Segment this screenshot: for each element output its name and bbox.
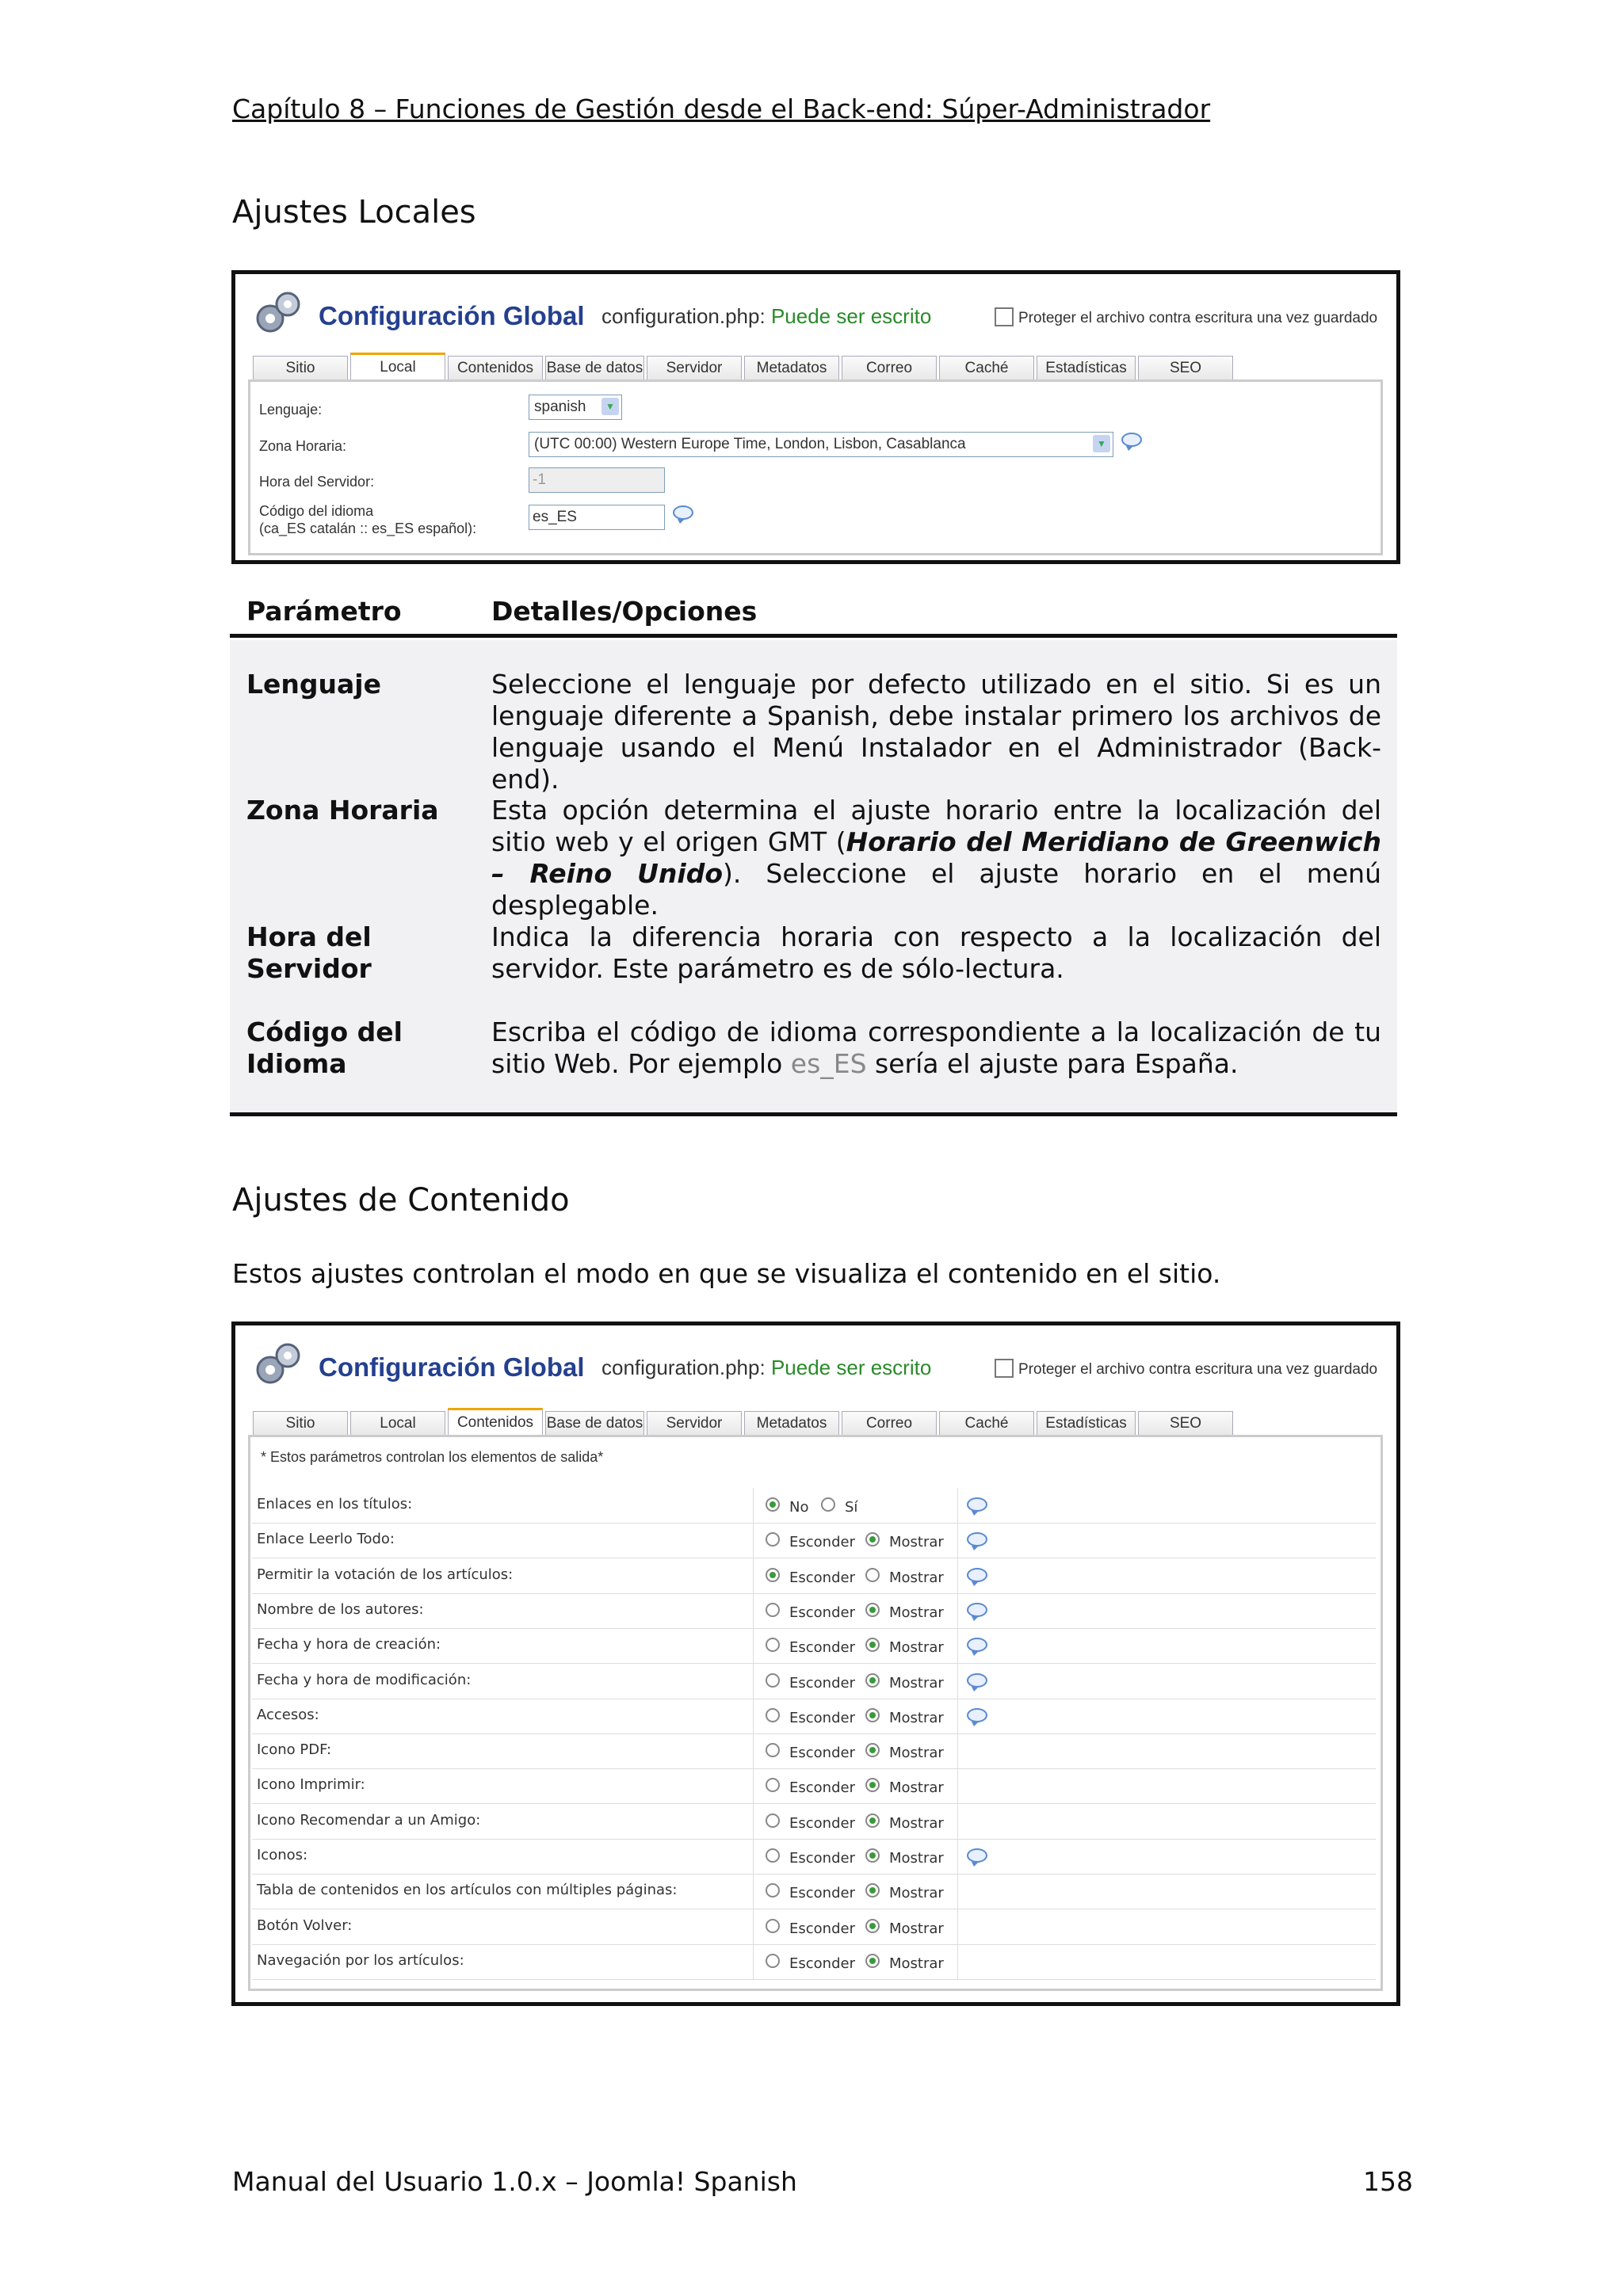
chevron-down-icon: ▼: [601, 398, 619, 415]
radio-option-2[interactable]: [865, 1778, 880, 1792]
tab-cache[interactable]: Caché: [939, 356, 1034, 379]
radio-option-2-label: Mostrar: [889, 1709, 944, 1726]
column-divider: [957, 1733, 958, 1768]
column-divider: [957, 1699, 958, 1733]
footer-title: Manual del Usuario 1.0.x – Joomla! Spanish: [232, 2166, 797, 2197]
setting-label: Icono Recomendar a un Amigo:: [257, 1811, 481, 1829]
radio-option-2[interactable]: [865, 1638, 880, 1652]
tab-local[interactable]: Local: [350, 353, 445, 379]
column-divider: [753, 1909, 754, 1944]
section-title-contenido: Ajustes de Contenido: [232, 1182, 570, 1219]
radio-option-2[interactable]: [865, 1568, 880, 1582]
radio-option-1-label: Esconder: [789, 1885, 855, 1902]
setting-row: [252, 1874, 1376, 1909]
tab-cache[interactable]: Caché: [939, 1411, 1034, 1435]
radio-option-2[interactable]: [865, 1954, 880, 1968]
column-divider: [753, 1593, 754, 1628]
column-divider: [753, 1488, 754, 1523]
setting-label: Enlace Leerlo Todo:: [257, 1531, 395, 1548]
radio-option-1-label: Esconder: [789, 1814, 855, 1832]
radio-option-2-label: Sí: [845, 1499, 858, 1516]
setting-label: Navegación por los artículos:: [257, 1951, 464, 1969]
column-divider: [957, 1558, 958, 1593]
tab-sitio[interactable]: Sitio: [253, 1411, 348, 1435]
setting-label: Iconos:: [257, 1847, 308, 1863]
desc-zona: Esta opción determina el ajuste horario entre la localización del sitio web y el origen GMT (Horario del Meridiano de Greenwich – Reino Unido). Seleccione el ajuste horario en el menú desplegable.: [491, 795, 1381, 921]
param-codigo: Código del Idioma: [246, 1016, 403, 1079]
setting-row: [252, 1839, 1376, 1875]
setting-row: [252, 1558, 1376, 1594]
param-hora: Hora del Servidor: [246, 921, 372, 984]
config-status: Puede ser escrito: [770, 1356, 932, 1379]
config-title: Configuración Global: [319, 301, 585, 330]
radio-option-1-label: Esconder: [789, 1850, 855, 1867]
column-divider: [957, 1874, 958, 1909]
column-divider: [753, 1664, 754, 1699]
radio-option-2-label: Mostrar: [889, 1955, 944, 1972]
setting-label: Icono PDF:: [257, 1741, 332, 1759]
setting-row: [252, 1804, 1376, 1840]
param-zona: Zona Horaria: [246, 795, 439, 826]
lenguaje-value: spanish: [534, 399, 586, 415]
setting-row: [252, 1733, 1376, 1769]
setting-label: Nombre de los autores:: [257, 1600, 424, 1618]
column-divider: [957, 1768, 958, 1803]
radio-option-2[interactable]: [865, 1919, 880, 1933]
column-divider: [753, 1558, 754, 1593]
radio-option-2[interactable]: [865, 1848, 880, 1863]
hora-label: Hora del Servidor:: [259, 474, 375, 490]
gear-icon: [251, 1337, 305, 1390]
setting-label: Fecha y hora de modificación:: [257, 1671, 472, 1688]
tab-base-datos[interactable]: Base de datos: [545, 1411, 644, 1435]
tooltip-icon[interactable]: [967, 1638, 987, 1652]
col-parametro: Parámetro: [246, 596, 402, 627]
tab-sitio[interactable]: Sitio: [253, 356, 348, 379]
radio-option-2-label: Mostrar: [889, 1814, 944, 1832]
radio-option-1-label: Esconder: [789, 1604, 855, 1621]
radio-option-2-label: Mostrar: [889, 1850, 944, 1867]
tab-correo[interactable]: Correo: [842, 1411, 937, 1435]
tab-metadatos[interactable]: Metadatos: [744, 1411, 839, 1435]
radio-option-1[interactable]: [766, 1603, 780, 1617]
radio-option-2[interactable]: [865, 1532, 880, 1547]
radio-option-1[interactable]: [766, 1673, 780, 1688]
table-bottom-rule: [230, 1112, 1397, 1116]
radio-option-2[interactable]: [865, 1883, 880, 1897]
setting-label: Tabla de contenidos en los artículos con múltiples páginas:: [257, 1882, 678, 1899]
codigo-label-2: (ca_ES catalán :: es_ES español):: [259, 521, 477, 536]
radio-option-1[interactable]: [766, 1532, 780, 1547]
column-divider: [753, 1768, 754, 1803]
setting-row: [252, 1488, 1376, 1524]
radio-option-2-label: Mostrar: [889, 1920, 944, 1937]
tooltip-icon[interactable]: [967, 1603, 987, 1617]
protect-label: Proteger el archivo contra escritura una vez guardado: [1018, 1361, 1378, 1378]
hora-field: -1: [529, 467, 665, 493]
column-divider: [753, 1944, 754, 1979]
setting-label: Fecha y hora de creación:: [257, 1636, 441, 1653]
column-divider: [957, 1839, 958, 1874]
radio-option-1-label: Esconder: [789, 1674, 855, 1691]
tab-base-datos[interactable]: Base de datos: [545, 356, 644, 379]
radio-option-2-label: Mostrar: [889, 1534, 944, 1551]
tab-contenidos[interactable]: Contenidos: [448, 1408, 543, 1435]
radio-option-1[interactable]: [766, 1743, 780, 1757]
radio-option-2-label: Mostrar: [889, 1569, 944, 1586]
radio-option-2-label: Mostrar: [889, 1604, 944, 1621]
config-status: Puede ser escrito: [770, 304, 932, 328]
lenguaje-label: Lenguaje:: [259, 402, 323, 418]
setting-row: [252, 1523, 1376, 1558]
tooltip-icon[interactable]: [967, 1848, 987, 1863]
tab-contenidos[interactable]: Contenidos: [448, 356, 543, 379]
setting-row: [252, 1768, 1376, 1804]
radio-option-1-label: Esconder: [789, 1920, 855, 1937]
setting-row: [252, 1944, 1376, 1980]
column-divider: [753, 1804, 754, 1839]
column-divider: [957, 1628, 958, 1663]
config-title: Configuración Global: [319, 1352, 585, 1382]
tab-servidor[interactable]: Servidor: [647, 1411, 742, 1435]
radio-option-1[interactable]: [766, 1954, 780, 1968]
lenguaje-select[interactable]: [529, 395, 622, 420]
setting-label: Botón Volver:: [257, 1917, 353, 1934]
radio-option-1[interactable]: [766, 1883, 780, 1897]
protect-checkbox[interactable]: [995, 1359, 1014, 1378]
radio-option-1[interactable]: [766, 1568, 780, 1582]
column-divider: [957, 1523, 958, 1558]
radio-option-1-label: Esconder: [789, 1534, 855, 1551]
radio-option-2-label: Mostrar: [889, 1779, 944, 1797]
desc-lenguaje: Seleccione el lenguaje por defecto utilizado en el sitio. Si es un lenguaje diferente a Spanish, debe instalar primero los archivos de lenguaje usando el Menú Instalador en el Administrador (Back-end).: [491, 669, 1381, 795]
radio-option-2[interactable]: [865, 1708, 880, 1722]
tooltip-icon[interactable]: [673, 505, 693, 520]
protect-label: Proteger el archivo contra escritura una vez guardado: [1018, 310, 1378, 326]
tab-seo[interactable]: SEO: [1138, 1411, 1233, 1435]
codigo-label-1: Código del idioma: [259, 503, 374, 519]
setting-label: Permitir la votación de los artículos:: [257, 1566, 514, 1583]
column-divider: [957, 1909, 958, 1944]
radio-option-1-label: No: [789, 1499, 809, 1516]
config-file: configuration.php: Puede ser escrito: [601, 304, 932, 328]
setting-label: Enlaces en los títulos:: [257, 1496, 413, 1512]
tooltip-icon[interactable]: [967, 1497, 987, 1512]
radio-option-1-label: Esconder: [789, 1745, 855, 1762]
radio-option-2[interactable]: [865, 1743, 880, 1757]
radio-option-2[interactable]: [865, 1603, 880, 1617]
column-divider: [753, 1628, 754, 1663]
column-divider: [753, 1839, 754, 1874]
table-header: [232, 596, 1395, 635]
setting-row: [252, 1664, 1376, 1699]
tab-servidor[interactable]: Servidor: [647, 356, 742, 379]
radio-option-2-label: Mostrar: [889, 1885, 944, 1902]
section-title-local: Ajustes Locales: [232, 194, 476, 231]
column-divider: [957, 1804, 958, 1839]
local-settings-screenshot: [231, 270, 1400, 564]
desc-hora: Indica la diferencia horaria con respecto a la localización del servidor. Este parámetro es de sólo-lectura.: [491, 921, 1381, 984]
radio-option-1[interactable]: [766, 1848, 780, 1863]
radio-option-1[interactable]: [766, 1778, 780, 1792]
radio-option-1[interactable]: [766, 1814, 780, 1828]
radio-option-2[interactable]: [865, 1814, 880, 1828]
radio-option-1-label: Esconder: [789, 1955, 855, 1972]
radio-option-1-label: Esconder: [789, 1639, 855, 1657]
protect-checkbox[interactable]: [995, 307, 1014, 326]
tooltip-icon[interactable]: [967, 1532, 987, 1547]
tab-estadisticas[interactable]: Estadísticas: [1037, 1411, 1136, 1435]
setting-row: [252, 1909, 1376, 1945]
setting-row: [252, 1628, 1376, 1664]
column-divider: [753, 1733, 754, 1768]
gear-icon: [251, 285, 305, 339]
tooltip-icon[interactable]: [967, 1673, 987, 1688]
radio-option-1-label: Esconder: [789, 1779, 855, 1797]
setting-label: Icono Imprimir:: [257, 1776, 365, 1794]
setting-row: [252, 1699, 1376, 1734]
column-divider: [957, 1593, 958, 1628]
chevron-down-icon: ▼: [1093, 435, 1110, 452]
setting-label: Accesos:: [257, 1706, 319, 1723]
running-header: Capítulo 8 – Funciones de Gestión desde el Back-end: Súper-Administrador: [232, 93, 1211, 124]
codigo-field[interactable]: es_ES: [529, 505, 665, 530]
column-divider: [957, 1944, 958, 1979]
radio-option-1[interactable]: [766, 1497, 780, 1512]
page-number: 158: [1363, 2166, 1413, 2197]
param-lenguaje: Lenguaje: [246, 669, 381, 700]
radio-option-2[interactable]: [865, 1673, 880, 1688]
radio-option-1[interactable]: [766, 1638, 780, 1652]
setting-row: [252, 1593, 1376, 1629]
tooltip-icon[interactable]: [967, 1568, 987, 1582]
radio-option-2-label: Mostrar: [889, 1639, 944, 1657]
tab-local[interactable]: Local: [350, 1411, 445, 1435]
tab-estadisticas[interactable]: Estadísticas: [1037, 356, 1136, 379]
config-tabs: [253, 1411, 1235, 1435]
tab-seo[interactable]: SEO: [1138, 356, 1233, 379]
column-divider: [753, 1874, 754, 1909]
radio-option-1[interactable]: [766, 1708, 780, 1722]
tooltip-icon[interactable]: [1121, 433, 1142, 447]
table-top-rule: [230, 634, 1397, 638]
section-intro: Estos ajustes controlan el modo en que se visualiza el contenido en el sitio.: [232, 1258, 1221, 1289]
desc-codigo: Escriba el código de idioma correspondiente a la localización de tu sitio Web. Por ejemplo es_ES sería el ajuste para España.: [491, 1016, 1381, 1079]
zona-select[interactable]: [529, 432, 1113, 457]
column-divider: [753, 1699, 754, 1733]
radio-option-1-label: Esconder: [789, 1569, 855, 1586]
tab-metadatos[interactable]: Metadatos: [744, 356, 839, 379]
column-divider: [957, 1664, 958, 1699]
content-note: * Estos parámetros controlan los elementos de salida*: [261, 1449, 604, 1465]
col-detalles: Detalles/Opciones: [491, 596, 758, 627]
radio-option-1-label: Esconder: [789, 1709, 855, 1726]
zona-value: (UTC 00:00) Western Europe Time, London, Lisbon, Casablanca: [534, 436, 966, 452]
radio-option-2-label: Mostrar: [889, 1745, 944, 1762]
tab-correo[interactable]: Correo: [842, 356, 937, 379]
config-file: configuration.php: Puede ser escrito: [601, 1356, 932, 1379]
tooltip-icon[interactable]: [967, 1708, 987, 1722]
column-divider: [753, 1523, 754, 1558]
radio-option-1[interactable]: [766, 1919, 780, 1933]
column-divider: [957, 1488, 958, 1523]
zona-label: Zona Horaria:: [259, 438, 347, 454]
config-tabs: [253, 356, 1235, 379]
radio-option-2[interactable]: [821, 1497, 835, 1512]
radio-option-2-label: Mostrar: [889, 1674, 944, 1691]
